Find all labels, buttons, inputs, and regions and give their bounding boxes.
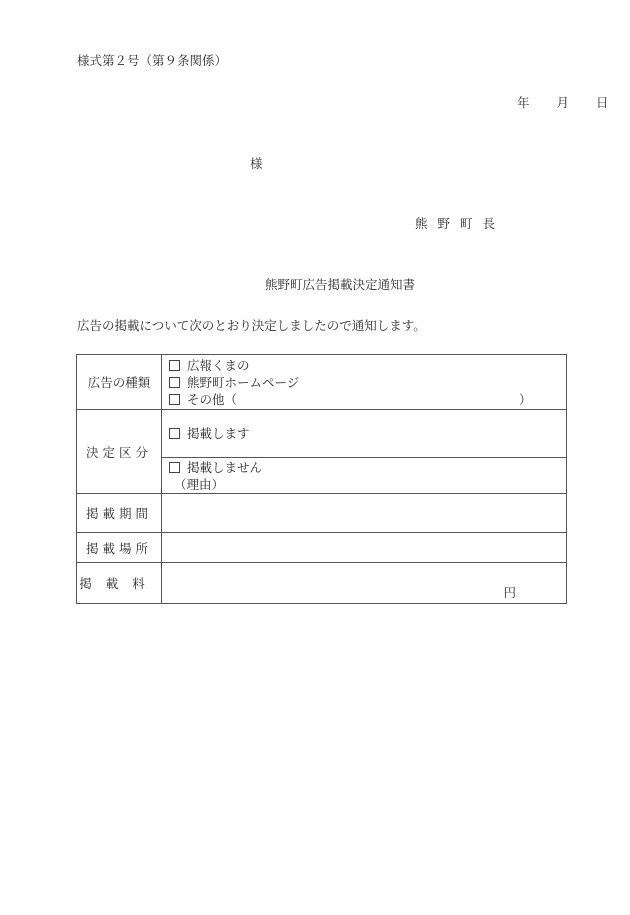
- fee-label: 掲載料: [77, 563, 162, 604]
- checkbox-icon[interactable]: [169, 428, 180, 439]
- decision-approve[interactable]: 掲載します: [162, 410, 567, 458]
- yen-unit: 円: [503, 585, 516, 600]
- checkbox-icon[interactable]: [169, 394, 180, 405]
- lead-text: 広告の掲載について次のとおり決定しましたので通知します。: [77, 318, 426, 333]
- option-homepage[interactable]: 熊野町ホームページ: [169, 374, 566, 391]
- other-close-paren: ）: [519, 391, 532, 407]
- checkbox-icon[interactable]: [169, 462, 180, 473]
- place-value[interactable]: [162, 533, 567, 563]
- reason-label: （理由）: [174, 476, 225, 492]
- period-label: 掲載期間: [77, 494, 162, 533]
- decision-reject[interactable]: 掲載しません （理由）: [162, 458, 567, 494]
- period-value[interactable]: [162, 494, 567, 533]
- option-kouhou-kumano[interactable]: 広報くまの: [169, 357, 566, 374]
- date-day-label: 日: [596, 95, 609, 110]
- table-row-place: [77, 533, 567, 563]
- document-title: 熊野町広告掲載決定通知書: [265, 277, 416, 292]
- notice-table: [76, 354, 567, 604]
- table-row-decision-approve: [77, 410, 567, 458]
- issuer: 熊野町長: [415, 216, 506, 231]
- date-line: [517, 93, 609, 111]
- date-year-label: 年: [517, 95, 530, 110]
- fee-value[interactable]: [162, 563, 567, 604]
- checkbox-icon[interactable]: [169, 377, 180, 388]
- ad-type-label: 広告の種類: [77, 355, 162, 410]
- table-row-fee: [77, 563, 567, 604]
- table-row-period: [77, 494, 567, 533]
- place-label: 掲載場所: [77, 533, 162, 563]
- table-row-ad-type: [77, 355, 567, 410]
- option-other[interactable]: その他（ ）: [169, 391, 566, 408]
- checkbox-icon[interactable]: [169, 360, 180, 371]
- form-number: 様式第２号（第９条関係）: [77, 53, 228, 68]
- ad-type-options: [162, 355, 567, 410]
- date-month-label: 月: [556, 95, 570, 110]
- decision-label: 決定区分: [77, 410, 162, 494]
- addressee-suffix: 様: [250, 156, 263, 171]
